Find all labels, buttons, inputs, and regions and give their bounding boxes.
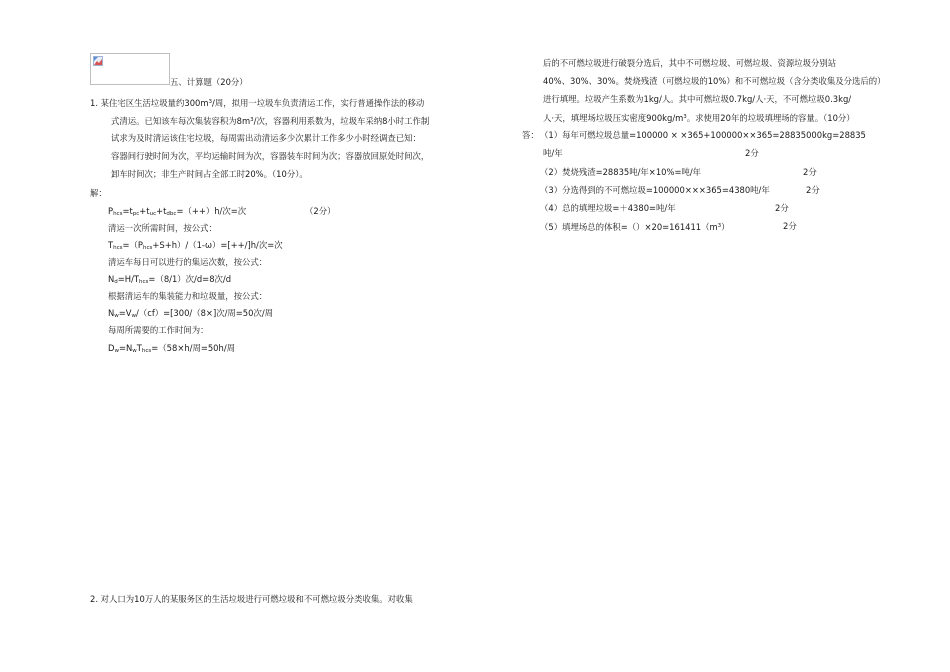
- solution-line-7: Nw=Vw/（cf）=[300/（8×]次/周=50次/周: [108, 308, 274, 319]
- solution-line-3: Thcs=（Phcs+S+h）/（1-ω）=[++/]h/次=次: [108, 240, 283, 251]
- question-1-line-2: 式清运。已知该车每次集装容积为$8m^3/$次，容器利用系数为，垃圾车采纳8小时工作制: [111, 116, 430, 126]
- answer-line-1: （1）每年可燃垃圾总量=100000 × ×365+100000××365=28835000kg=28835: [540, 130, 866, 140]
- section-title: 五、计算题（20分）: [170, 77, 248, 87]
- question-2-line-4: 人·天，填埋场垃圾压实密度$900kg/m^3$。求使用20年的垃圾填埋场的容量。（10分）: [543, 113, 855, 123]
- solution-line-4: 清运车每日可以进行的集运次数，按公式：: [108, 257, 268, 267]
- question-2-line-3: 进行填埋。垃圾产生系数为1kg/人。其中可燃垃圾0.7kg/人·天，不可燃垃圾0.3kg/: [543, 94, 852, 104]
- answer-line-3: （3）分选得到的不可燃垃圾=100000×××365=4380吨/年: [540, 185, 770, 195]
- solution-line-6: 根据清运车的集装能力和垃圾量，按公式：: [108, 291, 268, 301]
- answer-1-points: 2分: [745, 148, 759, 158]
- answer-label: 解：: [90, 188, 107, 198]
- solution-points: （2分）: [305, 206, 336, 216]
- solution-line-5: Nd=H/Thcs=（8/1）次/d=8次/d: [108, 274, 232, 285]
- image-placeholder: [90, 53, 170, 85]
- question-1-line-3: 试求为及时清运该住宅垃圾，每周需出动清运多少次累计工作多少小时经调查已知：: [111, 133, 421, 143]
- answer-line-2: （2）焚烧残渣=28835吨/年×10%=吨/年: [540, 167, 702, 177]
- broken-image-icon: [93, 56, 103, 66]
- answer-line-5: （5）填埋场总的体积$=()\times 20=161411(m^3)$: [540, 222, 730, 232]
- question-2-line-1: 后的不可燃垃圾进行破裂分选后，其中不可燃垃圾、可燃垃圾、资源垃圾分别站: [543, 58, 837, 68]
- question-1-line-5: 卸车时间次；非生产时间占全部工时20%。（10分）。: [111, 169, 308, 179]
- solution-line-2: 清运一次所需时间，按公式：: [108, 223, 217, 233]
- solution-line-8: 每周所需要的工作时间为：: [108, 325, 209, 335]
- answer-line-4: （4）总的填埋垃圾=＋4380=吨/年: [540, 203, 676, 213]
- question-1-line-4: 容器间行驶时间为次，平均运输时间为次，容器装车时间为次；容器放回原处时间次，: [111, 151, 430, 161]
- answer-5-points: 2分: [783, 221, 797, 231]
- answer-line-1-cont: 吨/年: [543, 148, 563, 158]
- answer-label-2: 答：: [522, 130, 539, 140]
- solution-line-9: Dw=NwThcs=（58×h/周=50h/周: [108, 343, 236, 354]
- solution-line-1: Phcs=tpc+tuc+tdbc=（++）h/次=次: [108, 206, 247, 217]
- answer-3-points: 2分: [806, 185, 820, 195]
- answer-2-points: 2分: [803, 167, 817, 177]
- question-2-start: 2. 对人口为10万人的某服务区的生活垃圾进行可燃垃圾和不可燃垃圾分类收集。对收集: [90, 594, 413, 604]
- answer-4-points: 2分: [775, 203, 789, 213]
- question-2-line-2: 40%、30%、30%。焚烧残渣（可燃垃圾的10%）和不可燃垃圾（含分类收集及分选后的）: [543, 76, 886, 86]
- question-1-line-1: 1. 某住宅区生活垃圾量约$300m^3/$周，拟用一垃圾车负责清运工作，实行普通操作法的移动: [90, 98, 425, 108]
